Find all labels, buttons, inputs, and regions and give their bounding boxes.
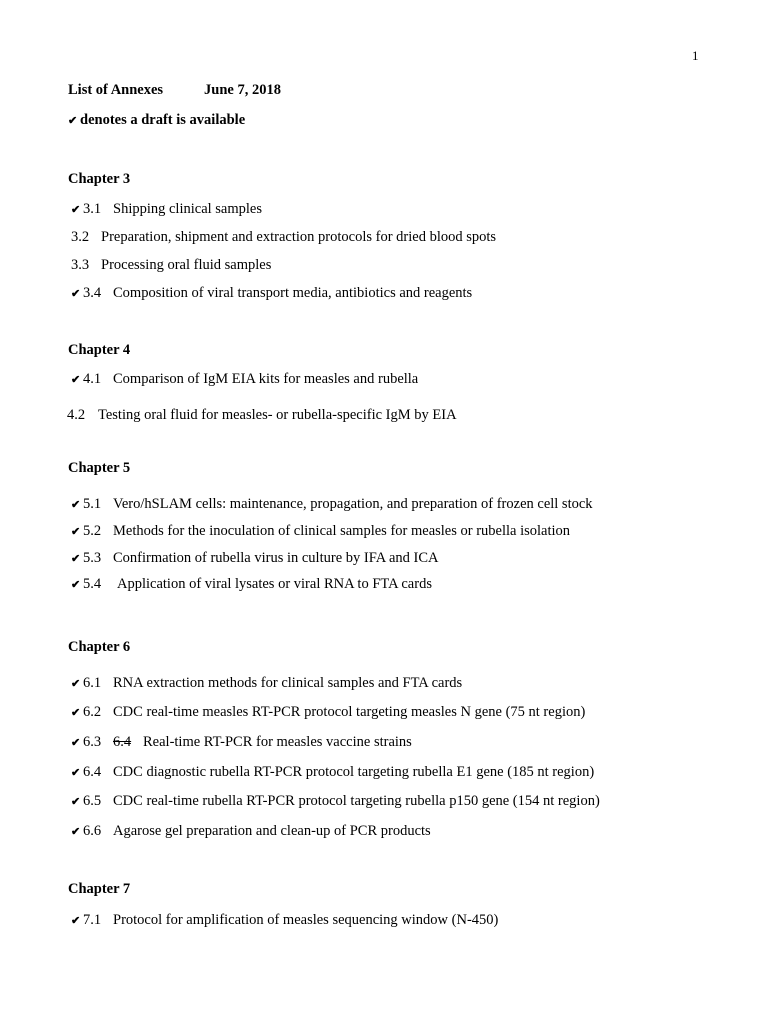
item-text: Vero/hSLAM cells: maintenance, propagation, and preparation of frozen cell stock	[113, 496, 593, 512]
item-text: Shipping clinical samples	[113, 201, 263, 217]
item-number: 5.3	[83, 550, 102, 566]
list-item	[71, 284, 472, 303]
item-number: 6.6	[83, 823, 102, 839]
list-item	[71, 733, 412, 752]
item-number: 5.1	[83, 496, 102, 512]
checkmark-icon: ✔	[71, 826, 81, 838]
list-item	[71, 822, 431, 841]
page-number: 1	[692, 48, 699, 63]
item-number: 5.2	[83, 523, 102, 539]
list-item	[71, 256, 271, 274]
list-item	[71, 200, 262, 219]
checkmark-icon: ✔	[71, 678, 81, 690]
list-item	[71, 522, 570, 541]
checkmark-icon: ✔	[71, 915, 81, 927]
item-number: 3.4	[83, 285, 102, 301]
chapter-heading: Chapter 5	[68, 460, 131, 476]
checkmark-icon: ✔	[71, 767, 81, 779]
chapter-heading: Chapter 7	[68, 881, 131, 897]
checkmark-icon: ✔	[71, 579, 81, 591]
checkmark-icon: ✔	[71, 374, 81, 386]
list-item	[71, 911, 498, 930]
item-text: Composition of viral transport media, antibiotics and reagents	[113, 285, 473, 301]
item-text: Preparation, shipment and extraction protocols for dried blood spots	[101, 229, 497, 245]
item-number: 6.1	[83, 675, 102, 691]
checkmark-icon: ✔	[71, 553, 81, 565]
checkmark-icon: ✔	[68, 115, 78, 127]
list-item	[71, 575, 432, 594]
item-text: RNA extraction methods for clinical samples and FTA cards	[113, 675, 463, 691]
legend-line	[68, 111, 245, 130]
item-text: Confirmation of rubella virus in culture by IFA and ICA	[113, 550, 439, 566]
item-text: CDC real-time rubella RT-PCR protocol targeting rubella p150 gene (154 nt region)	[113, 793, 600, 809]
item-number: 5.4	[83, 576, 102, 592]
item-text: Application of viral lysates or viral RNA to FTA cards	[117, 576, 432, 592]
item-number: 6.2	[83, 704, 102, 720]
chapter-heading: Chapter 3	[68, 171, 131, 187]
list-item	[71, 792, 600, 811]
chapter-heading: Chapter 6	[68, 639, 131, 655]
item-number: 3.2	[71, 229, 90, 245]
item-number: 6.3	[83, 734, 102, 750]
item-text: Testing oral fluid for measles- or rubella-specific IgM by EIA	[98, 407, 457, 423]
checkmark-icon: ✔	[71, 796, 81, 808]
item-text: CDC real-time measles RT-PCR protocol targeting measles N gene (75 nt region)	[113, 704, 586, 720]
item-number: 6.5	[83, 793, 102, 809]
list-item	[71, 674, 462, 693]
checkmark-icon: ✔	[71, 204, 81, 216]
list-item	[71, 495, 593, 514]
item-number: 6.4	[83, 764, 102, 780]
list-item	[67, 406, 457, 424]
item-text: Comparison of IgM EIA kits for measles and rubella	[113, 371, 419, 387]
list-item	[71, 370, 418, 389]
item-text: Protocol for amplification of measles sequencing window (N-450)	[113, 912, 499, 928]
document-date: June 7, 2018	[204, 82, 281, 98]
checkmark-icon: ✔	[71, 499, 81, 511]
checkmark-icon: ✔	[71, 526, 81, 538]
checkmark-icon: ✔	[71, 288, 81, 300]
item-text: Methods for the inoculation of clinical samples for measles or rubella isolation	[113, 523, 571, 539]
item-number: 4.2	[67, 407, 86, 423]
struck-item-number: 6.4	[113, 734, 132, 750]
item-number: 3.1	[83, 201, 102, 217]
document-title: List of Annexes	[68, 82, 164, 98]
item-text: Real-time RT-PCR for measles vaccine strains	[143, 734, 412, 750]
item-text: Agarose gel preparation and clean-up of PCR products	[113, 823, 431, 839]
checkmark-icon: ✔	[71, 707, 81, 719]
list-item	[71, 228, 496, 246]
list-item	[71, 703, 585, 722]
item-text: CDC diagnostic rubella RT-PCR protocol targeting rubella E1 gene (185 nt region)	[113, 764, 595, 780]
list-item	[71, 763, 594, 782]
item-number: 7.1	[83, 912, 102, 928]
item-number: 4.1	[83, 371, 102, 387]
list-item	[71, 549, 439, 568]
item-number: 3.3	[71, 257, 90, 273]
legend-text: denotes a draft is available	[80, 112, 246, 128]
item-text: Processing oral fluid samples	[101, 257, 272, 273]
chapter-heading: Chapter 4	[68, 342, 131, 358]
checkmark-icon: ✔	[71, 737, 81, 749]
